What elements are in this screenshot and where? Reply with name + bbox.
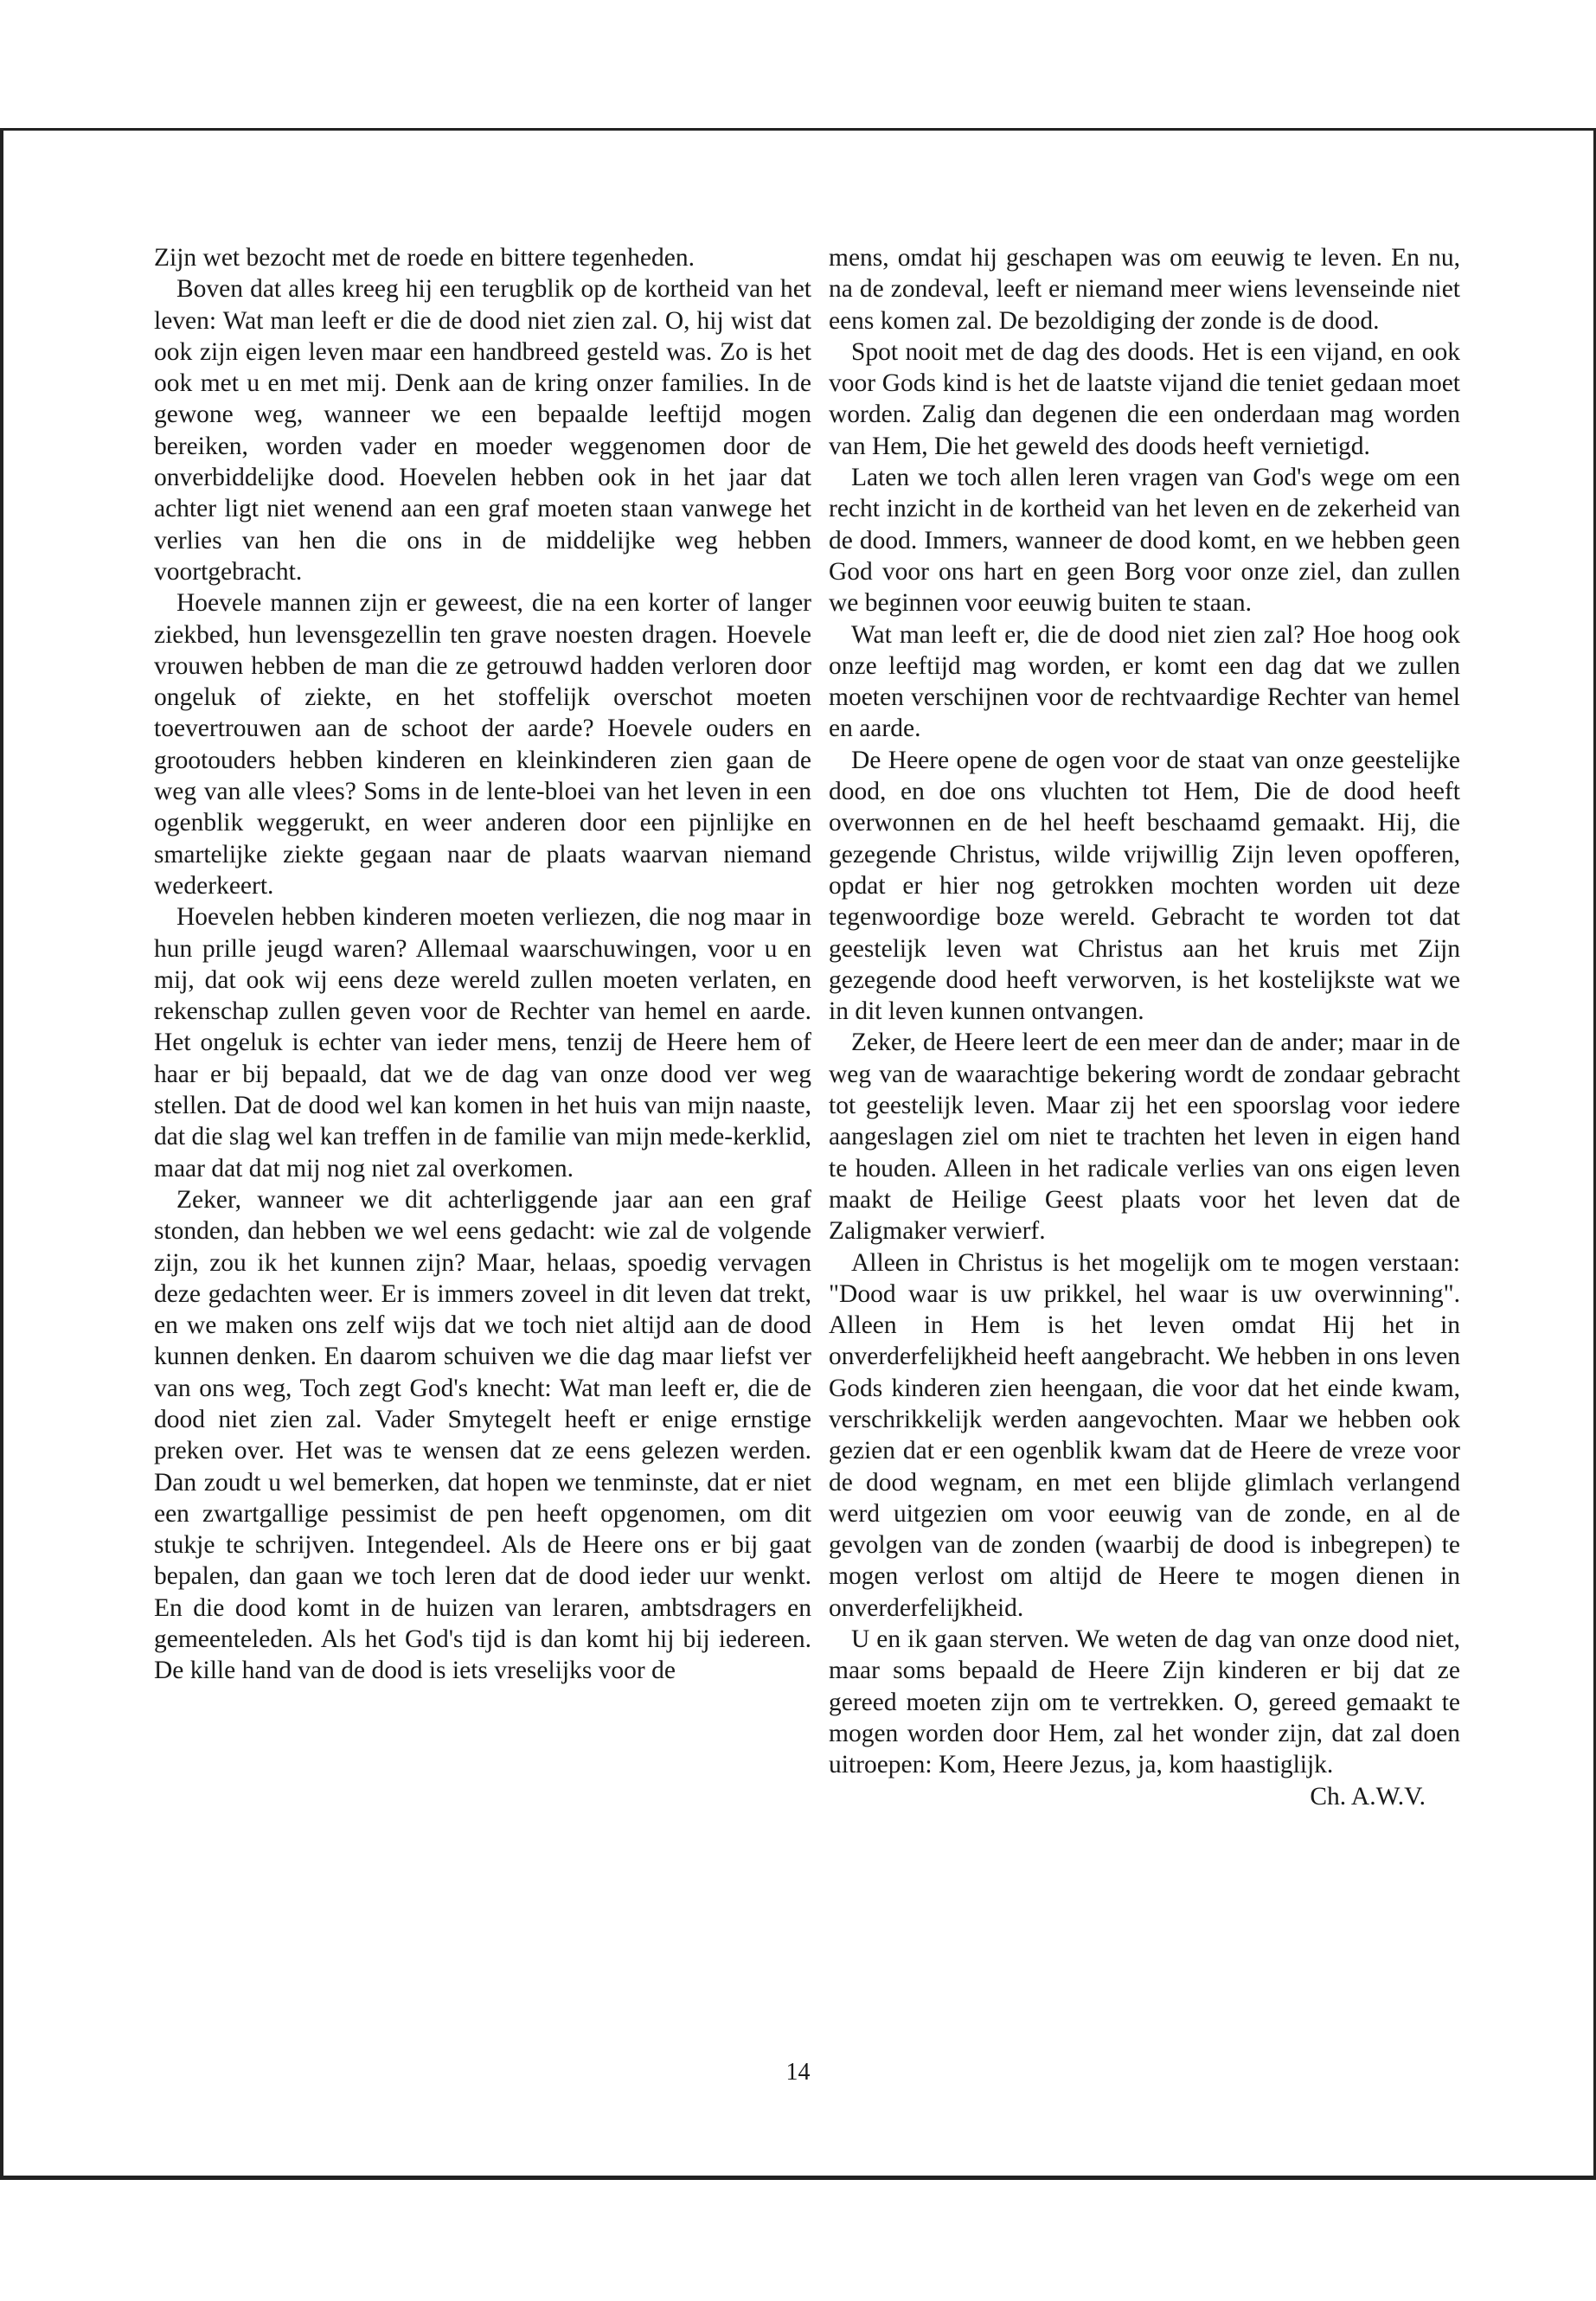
paragraph: Zeker, de Heere leert de een meer dan de ander; maar in de weg van de waarachtige bekering wordt de zondaar gebracht tot geestelijk leven. Maar zij het een spoorslag voor iedere aangeslagen ziel om niet te trachten het leven in eigen hand te houden. Alleen in het radicale verlies van ons eigen leven maakt de Heilige Geest plaats voor het leven dat de Zaligmaker verwierf. xyxy=(829,1029,1460,1246)
paragraph: De Heere opene de ogen voor de staat van onze geestelijke dood, en doe ons vluchten tot Hem, Die de dood heeft overwonnen en de hel heeft beschaamd gemaakt. Hij, die gezegende Christus, wilde vrijwillig Zijn leven opofferen, opdat er hier nog getrokken mochten worden uit deze tegenwoordige boze wereld. Gebracht te worden tot dat geestelijk leven wat Christus aan het kruis met Zijn gezegende dood heeft verworven, is het kostelijkste wat we in dit leven kunnen ontvangen. xyxy=(829,746,1460,1026)
author-signature: Ch. A.W.V. xyxy=(1310,1782,1426,1811)
paragraph: Alleen in Christus is het mogelijk om te mogen verstaan: "Dood waar is uw prikkel, hel waar is uw overwinning". Alleen in Hem is het leven omdat Hij het in onverderfelijkheid heeft aangebracht. We hebben in ons leven Gods kinderen zien heengaan, die voor dat het einde kwam, verschrikkelijk werden aangevochten. Maar we hebben ook gezien dat er een ogenblik kwam dat de Heere de vreze voor de dood wegnam, en met een blijde glimlach verlangend werd uitgezien om voor eeuwig van de zonde, en al de gevolgen van de zonden (waarbij de dood is inbegrepen) te mogen verlost om altijd de Heere te mogen dienen in onverderfelijkheid. xyxy=(829,1248,1460,1622)
paragraph: U en ik gaan sterven. We weten de dag van onze dood niet, maar soms bepaald de Heere Zijn kinderen er bij dat ze gereed moeten zijn om te vertrekken. O, gereed gemaakt te mogen worden door Hem, zal het wonder zijn, dat zal doen uitroepen: Kom, Heere Jezus, ja, kom haastiglijk. xyxy=(829,1625,1460,1779)
paragraph: Zeker, wanneer we dit achterliggende jaar aan een graf stonden, dan hebben we wel eens gedacht: wie zal de volgende zijn, zou ik het kunnen zijn? Maar, helaas, spoedig vervagen deze gedachten weer. Er is immers zoveel in dit leven dat trekt, en we maken ons zelf wijs dat we toch niet altijd aan de dood kunnen denken. En daarom schuiven we die dag maar liefst ver van ons weg, Toch zegt God's knecht: Wat man leeft er, die de dood niet zien zal. Vader Smytegelt heeft er enige ernstige preken over. Het was te wensen dat ze eens gelezen werden. Dan zoudt u wel bemerken, dat hopen we tenminste, dat er niet een zwartgallige pessimist de pen heeft opgenomen, om dit stukje te schrijven. Integendeel. Als de Heere ons er bij gaat bepalen, dan gaan we toch leren dat de dood ieder uur wenkt. En die dood komt in de huizen van leraren, ambtsdragers en gemeenteleden. Als het God's tijd is dan komt hij bij iedereen. De kille hand van de dood is iets vreselijks voor de xyxy=(154,1185,811,1685)
right-column xyxy=(829,242,1460,1812)
scan-edge-bottom xyxy=(0,2176,1596,2180)
paragraph: Spot nooit met de dag des doods. Het is een vijand, en ook voor Gods kind is het de laatste vijand die teniet gedaan moet worden. Zalig dan degenen die een onderdaan mag worden van Hem, Die het geweld des doods heeft vernietigd. xyxy=(829,337,1460,460)
left-column xyxy=(154,242,811,1687)
paragraph: Wat man leeft er, die de dood niet zien zal? Hoe hoog ook onze leeftijd mag worden, er komt een dag dat we zullen moeten verschijnen voor de rechtvaardige Rechter van hemel en aarde. xyxy=(829,620,1460,743)
page-number: 14 xyxy=(785,2059,811,2086)
paragraph: Zijn wet bezocht met de roede en bittere tegenheden. xyxy=(154,244,695,272)
scan-edge-left xyxy=(0,128,3,2178)
paragraph: Hoevele mannen zijn er geweest, die na een korter of langer ziekbed, hun levensgezellin ten grave noesten dragen. Hoevele vrouwen hebben de man die ze getrouwd hadden verloren door ongeluk of ziekte, en het stoffelijk overschot moeten toevertrouwen aan de schoot der aarde? Hoevele ouders en grootouders hebben kinderen en kleinkinderen zien gaan de weg van alle vlees? Soms in de lente-bloei van het leven in een ogenblik weggerukt, en weer anderen door een pijnlijke en smartelijke ziekte gegaan naar de plaats waarvan niemand wederkeert. xyxy=(154,589,811,900)
scan-edge-top xyxy=(0,128,1596,131)
paragraph: Boven dat alles kreeg hij een terugblik op de kortheid van het leven: Wat man leeft er die de dood niet zien zal. O, hij wist dat ook zijn eigen leven maar een handbreed gesteld was. Zo is het ook met u en met mij. Denk aan de kring onzer families. In de gewone weg, wanneer we een bepaalde leeftijd mogen bereiken, worden vader en moeder weggenomen door de onverbiddelijke dood. Hoevelen hebben ook in het jaar dat achter ligt niet wenend aan een graf moeten staan vanwege het verlies van hen die ons in de middelijke weg hebben voortgebracht. xyxy=(154,275,811,586)
paragraph: mens, omdat hij geschapen was om eeuwig te leven. En nu, na de zondeval, leeft er niemand meer wiens levenseinde niet eens komen zal. De bezoldiging der zonde is de dood. xyxy=(829,244,1460,335)
paragraph: Laten we toch allen leren vragen van God's wege om een recht inzicht in de kortheid van het leven en de zekerheid van de dood. Immers, wanneer de dood komt, en we hebben geen God voor ons hart en geen Borg voor onze ziel, dan zullen we beginnen voor eeuwig buiten te staan. xyxy=(829,464,1460,618)
paragraph: Hoevelen hebben kinderen moeten verliezen, die nog maar in hun prille jeugd waren? Allemaal waarschuwingen, voor u en mij, dat ook wij eens deze wereld zullen moeten verlaten, en rekenschap zullen geven voor de Rechter van hemel en aarde. Het ongeluk is echter van ieder mens, tenzij de Heere hem of haar er bij bepaald, dat we de dag van onze dood ver weg stellen. Dat de dood wel kan komen in het huis van mijn naaste, dat die slag wel kan treffen in de familie van mijn mede-kerklid, maar dat dat mij nog niet zal overkomen. xyxy=(154,903,811,1183)
